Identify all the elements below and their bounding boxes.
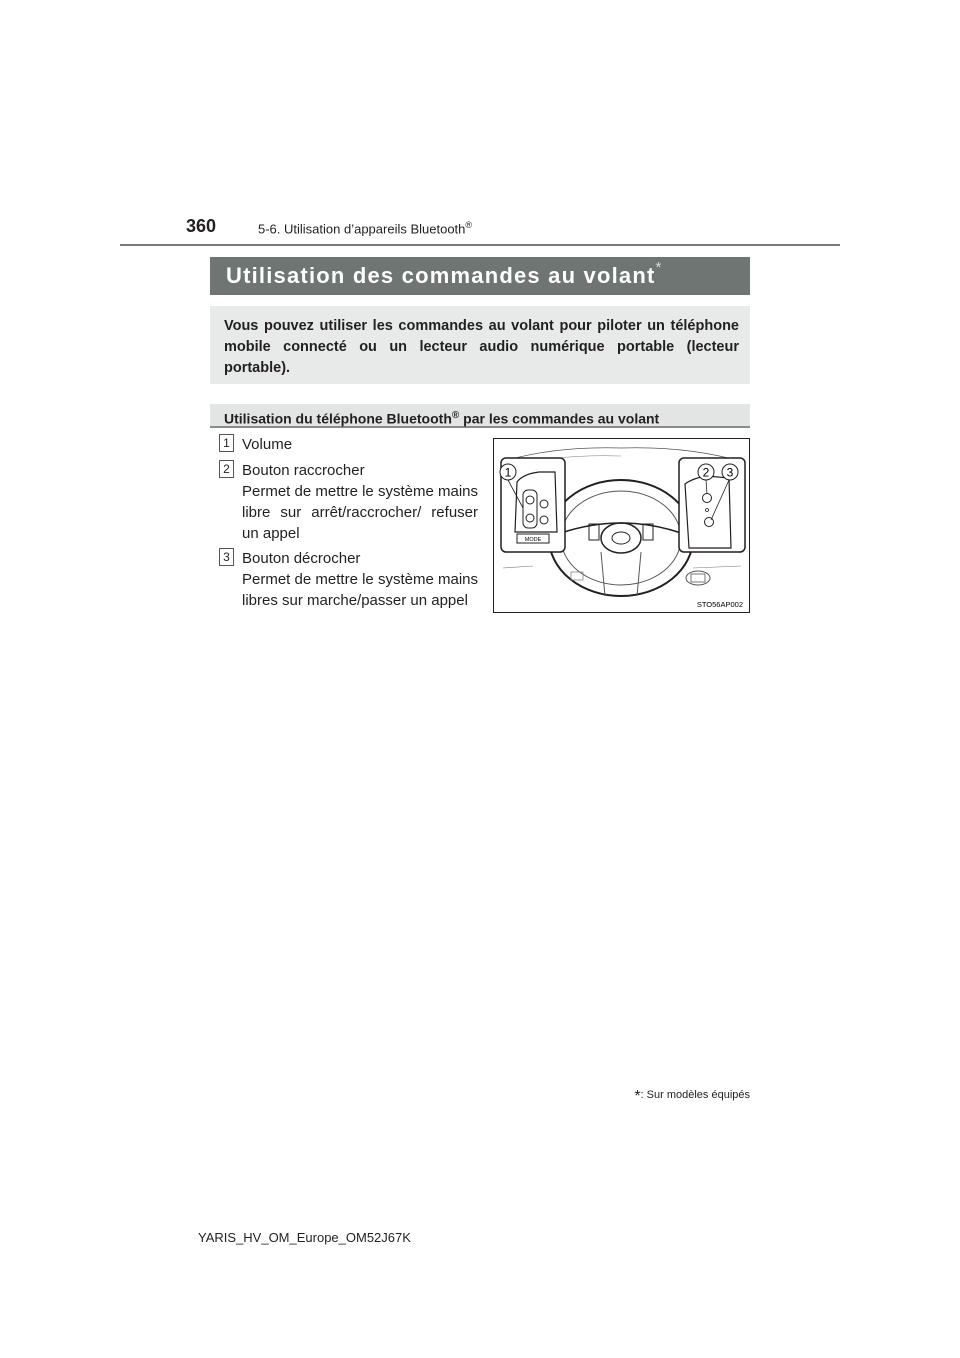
intro-text: Vous pouvez utiliser les commandes au volant pour piloter un téléphone mobile connecté ou un lecteur audio numérique portable (lecteur portable). (210, 306, 750, 384)
page-number: 360 (186, 216, 217, 236)
breadcrumb (258, 220, 472, 236)
page-title: Utilisation des commandes au volant (226, 263, 656, 288)
callout-1: 1 (504, 465, 512, 480)
item-description-hangup: Permet de mettre le système mains libre sur arrêt/raccrocher/ refuser un appel (242, 483, 478, 542)
callout-3: 3 (726, 465, 734, 480)
figure-code: STO56AP002 (696, 600, 743, 609)
item-number-badge: 1 (219, 434, 234, 452)
mode-label: MODE (524, 537, 542, 543)
item-label-hangup: Bouton raccrocher (242, 462, 365, 479)
subsection-heading-part2: par les commandes au volant (459, 410, 660, 427)
section-title-bar (210, 257, 750, 295)
item-number-badge: 2 (219, 460, 234, 478)
registered-mark: ® (465, 220, 473, 230)
subsection-heading-part1: Utilisation du téléphone Bluetooth (224, 410, 452, 427)
item-label-pickup: Bouton décrocher (242, 550, 361, 567)
breadcrumb-text: 5-6. Utilisation d’appareils Bluetooth (258, 221, 466, 237)
steering-wheel-controls-figure (493, 438, 750, 613)
asterisk-mark: * (634, 1088, 641, 1105)
footnote-text: : Sur modèles équipés (640, 1089, 750, 1101)
asterisk-mark: * (655, 259, 662, 276)
header-divider (120, 244, 840, 246)
subsection-heading (210, 404, 750, 428)
item-number-badge: 3 (219, 548, 234, 566)
footnote (634, 1088, 750, 1106)
item-label-volume: Volume (242, 436, 293, 453)
item-description-pickup: Permet de mettre le système mains libres sur marche/passer un appel (242, 571, 478, 609)
registered-mark: ® (451, 410, 460, 421)
callout-2: 2 (702, 465, 710, 480)
document-footer: YARIS_HV_OM_Europe_OM52J67K (198, 1230, 411, 1245)
